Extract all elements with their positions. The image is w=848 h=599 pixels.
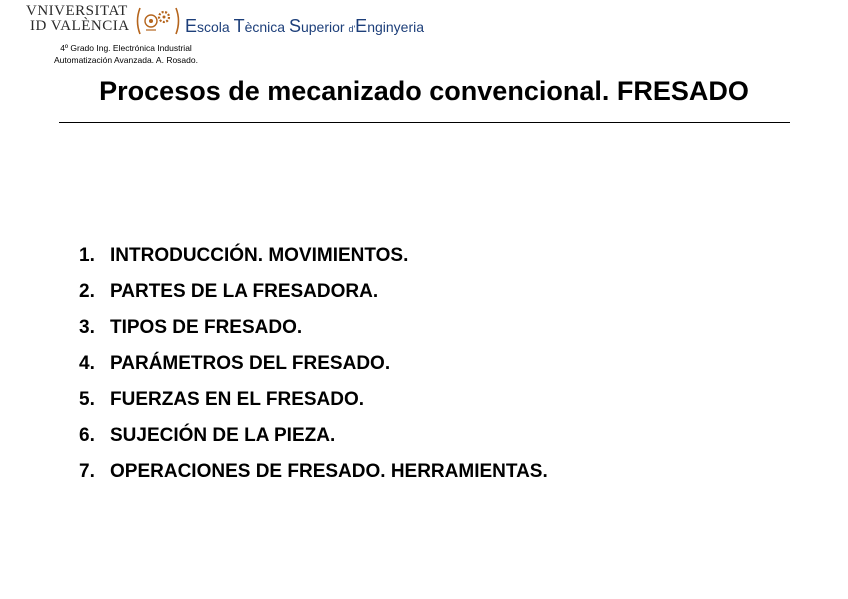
toc-item xyxy=(79,418,548,454)
school-initial: S xyxy=(288,16,301,36)
toc-item xyxy=(79,346,548,382)
course-info xyxy=(26,42,226,66)
course-line2: Automatización Avanzada. A. Rosado. xyxy=(54,55,198,65)
school-word: scola xyxy=(197,19,234,35)
toc-item-number: 4. xyxy=(79,353,95,374)
school-word: ècnica xyxy=(244,19,289,35)
school-word: nginyeria xyxy=(367,19,425,35)
school-initial: E xyxy=(185,16,198,36)
toc-item xyxy=(79,382,548,418)
school-name xyxy=(185,16,424,37)
toc-item-number: 1. xyxy=(79,245,95,266)
title-divider xyxy=(59,122,790,123)
toc-item-text: TIPOS DE FRESADO. xyxy=(110,317,303,338)
toc-item xyxy=(79,310,548,346)
page-title: Procesos de mecanizado convencional. FRESADO xyxy=(99,76,749,106)
toc-item-text: INTRODUCCIÓN. MOVIMIENTOS. xyxy=(110,245,409,266)
toc-item xyxy=(79,238,548,274)
school-word: uperior xyxy=(300,19,349,35)
toc-item-text: SUJECIÓN DE LA PIEZA. xyxy=(110,425,336,446)
toc-item-text: OPERACIONES DE FRESADO. HERRAMIENTAS. xyxy=(110,461,548,482)
school-word: d' xyxy=(348,24,356,34)
school-initial: E xyxy=(355,16,368,36)
toc-item-number: 6. xyxy=(79,425,95,446)
toc-item-text: FUERZAS EN EL FRESADO. xyxy=(110,389,365,410)
course-line1: 4º Grado Ing. Electrónica Industrial xyxy=(60,43,192,53)
table-of-contents xyxy=(79,238,548,490)
toc-item xyxy=(79,274,548,310)
toc-item-text: PARÁMETROS DEL FRESADO. xyxy=(110,353,391,374)
toc-item-number: 5. xyxy=(79,389,95,410)
toc-item-number: 2. xyxy=(79,281,95,302)
engineering-seal-icon xyxy=(134,6,182,36)
university-logo xyxy=(26,4,131,38)
toc-item-number: 3. xyxy=(79,317,95,338)
toc-item-text: PARTES DE LA FRESADORA. xyxy=(110,281,379,302)
header xyxy=(26,4,466,68)
toc-item xyxy=(79,454,548,490)
school-initial: T xyxy=(233,16,245,36)
university-name-line1: VNIVERSITAT xyxy=(26,3,128,19)
university-name-line2: ID VALÈNCIA xyxy=(30,18,130,34)
toc-item-number: 7. xyxy=(79,461,95,482)
